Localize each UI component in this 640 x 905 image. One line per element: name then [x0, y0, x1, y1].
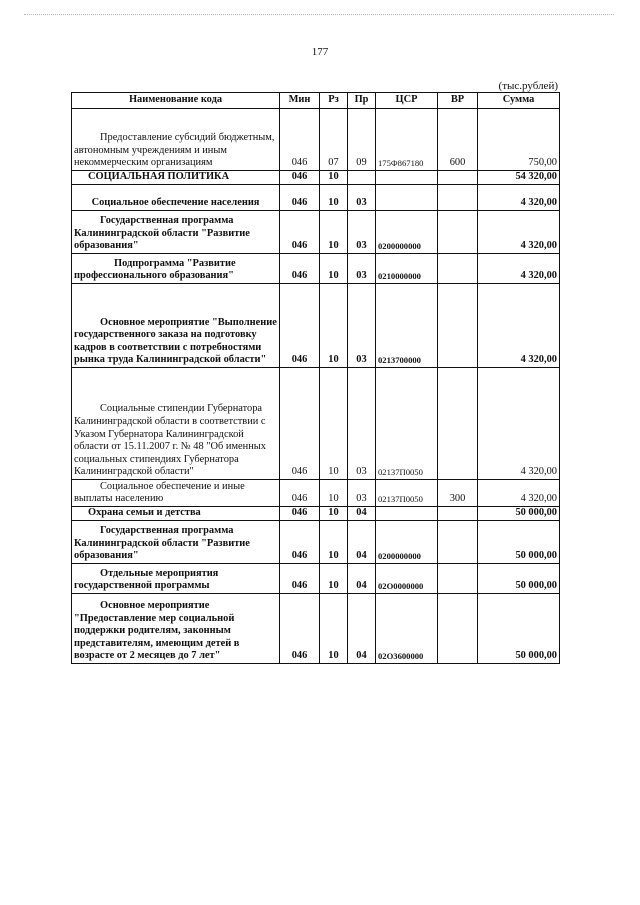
table-row — [72, 521, 560, 564]
table-row — [72, 507, 560, 521]
row-min: 046 — [280, 564, 320, 594]
header-min: Мин — [280, 93, 320, 109]
row-csr: 0200000000 — [376, 211, 438, 254]
row-csr: 02137П0050 — [376, 368, 438, 480]
row-rz: 10 — [320, 284, 348, 368]
row-pr: 03 — [348, 480, 376, 507]
row-rz: 10 — [320, 594, 348, 664]
row-name: Социальные стипендии Губернатора Калининградской области в соответствии с Указом Губернатора Калининградской области от 15.11.2007 г. № 48 "Об именных социальных стипендиях Губернатора Калининградской области" — [72, 368, 280, 480]
row-sum: 50 000,00 — [478, 594, 560, 664]
row-sum: 4 320,00 — [478, 254, 560, 284]
row-vr — [438, 254, 478, 284]
row-rz: 10 — [320, 368, 348, 480]
row-name: Социальное обеспечение и иные выплаты населению — [72, 480, 280, 507]
row-sum: 4 320,00 — [478, 284, 560, 368]
row-min: 046 — [280, 368, 320, 480]
row-pr — [348, 171, 376, 185]
row-vr — [438, 185, 478, 211]
row-pr: 04 — [348, 594, 376, 664]
row-name: Основное мероприятие "Выполнение государственного заказа на подготовку кадров в соответствии с потребностями рынка труда Калининградской области" — [72, 284, 280, 368]
row-name: СОЦИАЛЬНАЯ ПОЛИТИКА — [72, 171, 280, 185]
row-pr: 03 — [348, 211, 376, 254]
row-min: 046 — [280, 594, 320, 664]
row-vr — [438, 507, 478, 521]
table-row — [72, 594, 560, 664]
row-vr — [438, 564, 478, 594]
row-rz: 10 — [320, 521, 348, 564]
row-vr — [438, 594, 478, 664]
row-name: Охрана семьи и детства — [72, 507, 280, 521]
row-vr — [438, 171, 478, 185]
row-rz: 07 — [320, 109, 348, 171]
row-rz: 10 — [320, 254, 348, 284]
scan-artifact-line — [24, 14, 614, 15]
header-csr: ЦСР — [376, 93, 438, 109]
page-number: 177 — [311, 46, 329, 58]
budget-table — [71, 92, 560, 664]
row-sum: 50 000,00 — [478, 521, 560, 564]
row-name: Государственная программа Калининградской области "Развитие образования" — [72, 521, 280, 564]
row-pr: 04 — [348, 521, 376, 564]
row-min: 046 — [280, 211, 320, 254]
row-pr: 04 — [348, 507, 376, 521]
row-pr: 03 — [348, 284, 376, 368]
row-sum: 4 320,00 — [478, 368, 560, 480]
row-min: 046 — [280, 254, 320, 284]
row-name: Отдельные мероприятия государственной программы — [72, 564, 280, 594]
row-vr — [438, 284, 478, 368]
header-vr: ВР — [438, 93, 478, 109]
header-sum: Сумма — [478, 93, 560, 109]
table-row — [72, 109, 560, 171]
row-sum: 50 000,00 — [478, 564, 560, 594]
row-rz: 10 — [320, 185, 348, 211]
row-min: 046 — [280, 507, 320, 521]
row-pr: 03 — [348, 254, 376, 284]
table-row — [72, 564, 560, 594]
row-vr: 600 — [438, 109, 478, 171]
row-name: Социальное обеспечение населения — [72, 185, 280, 211]
row-sum: 50 000,00 — [478, 507, 560, 521]
row-vr — [438, 368, 478, 480]
row-sum: 54 320,00 — [478, 171, 560, 185]
row-name: Предоставление субсидий бюджетным, автономным учреждениям и иным некоммерческим организациям — [72, 109, 280, 171]
row-vr — [438, 211, 478, 254]
row-rz: 10 — [320, 564, 348, 594]
row-vr: 300 — [438, 480, 478, 507]
row-sum: 4 320,00 — [478, 480, 560, 507]
row-name: Основное мероприятие "Предоставление мер социальной поддержки родителям, законным представителям, имеющим детей в возрасте от 2 месяцев до 7 лет" — [72, 594, 280, 664]
row-name: Подпрограмма "Развитие профессионального образования" — [72, 254, 280, 284]
table-row — [72, 171, 560, 185]
row-csr: 0200000000 — [376, 521, 438, 564]
row-min: 046 — [280, 480, 320, 507]
header-pr: Пр — [348, 93, 376, 109]
table-row — [72, 254, 560, 284]
row-csr — [376, 171, 438, 185]
row-csr: 175Ф867180 — [376, 109, 438, 171]
row-pr: 03 — [348, 185, 376, 211]
row-csr — [376, 507, 438, 521]
table-row — [72, 368, 560, 480]
row-min: 046 — [280, 284, 320, 368]
row-rz: 10 — [320, 171, 348, 185]
row-min: 046 — [280, 171, 320, 185]
table-row — [72, 480, 560, 507]
row-name: Государственная программа Калининградской области "Развитие образования" — [72, 211, 280, 254]
table-header-row — [72, 93, 560, 109]
row-rz: 10 — [320, 211, 348, 254]
header-name: Наименование кода — [72, 93, 280, 109]
row-pr: 03 — [348, 368, 376, 480]
row-csr: 02О3600000 — [376, 594, 438, 664]
row-rz: 10 — [320, 507, 348, 521]
row-sum: 4 320,00 — [478, 211, 560, 254]
row-pr: 04 — [348, 564, 376, 594]
table-row — [72, 284, 560, 368]
row-min: 046 — [280, 521, 320, 564]
row-rz: 10 — [320, 480, 348, 507]
row-vr — [438, 521, 478, 564]
row-csr: 0210000000 — [376, 254, 438, 284]
row-csr: 0213700000 — [376, 284, 438, 368]
row-csr: 02137П0050 — [376, 480, 438, 507]
row-min: 046 — [280, 185, 320, 211]
row-sum: 750,00 — [478, 109, 560, 171]
table-row — [72, 211, 560, 254]
row-csr — [376, 185, 438, 211]
row-csr: 02О0000000 — [376, 564, 438, 594]
row-min: 046 — [280, 109, 320, 171]
row-sum: 4 320,00 — [478, 185, 560, 211]
row-pr: 09 — [348, 109, 376, 171]
header-rz: Рз — [320, 93, 348, 109]
table-row — [72, 185, 560, 211]
units-label: (тыс.рублей) — [498, 80, 558, 92]
